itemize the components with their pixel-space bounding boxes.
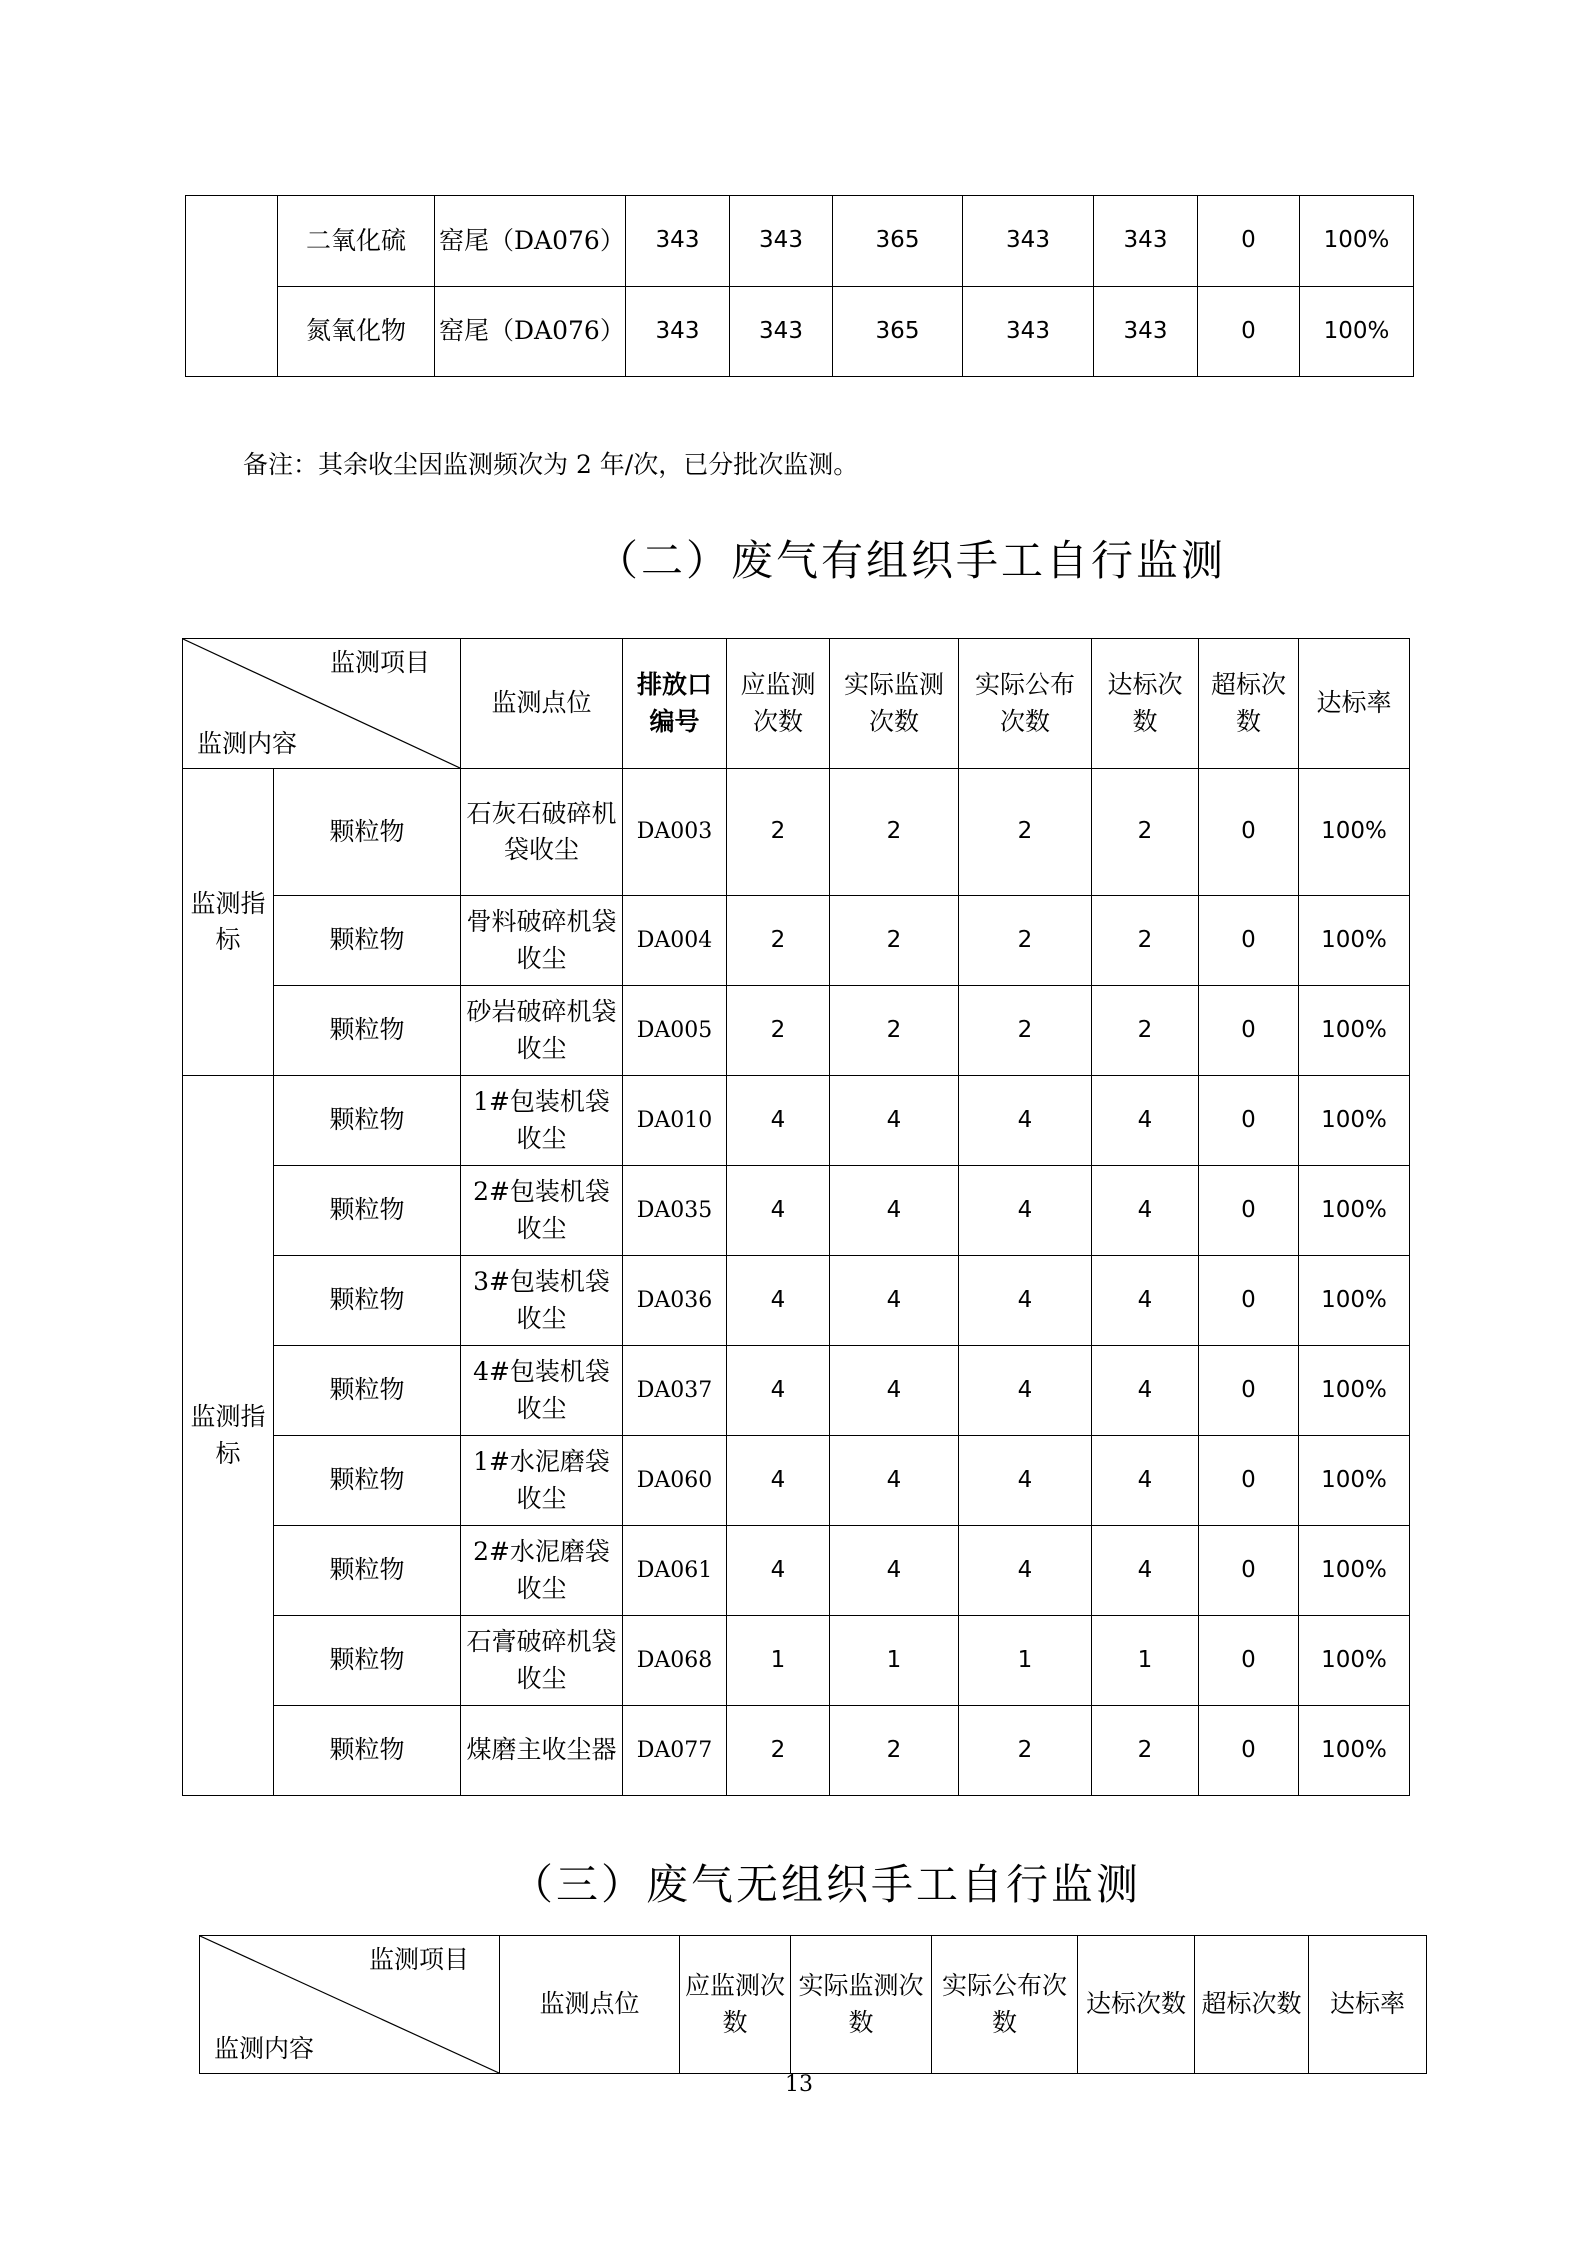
value-cell: 2 <box>727 1706 830 1796</box>
code-cell: DA061 <box>623 1526 727 1616</box>
diag-top-label: 监测项目 <box>329 648 430 677</box>
table-row <box>183 1166 1410 1256</box>
value-cell: 2 <box>959 769 1092 896</box>
rate-cell: 100% <box>1300 196 1414 287</box>
value-cell: 4 <box>727 1526 830 1616</box>
value-cell: 1 <box>1092 1616 1199 1706</box>
header-rate: 达标率 <box>1299 639 1410 769</box>
value-cell: 4 <box>727 1256 830 1346</box>
value-cell: 2 <box>830 896 959 986</box>
value-cell: 0 <box>1199 1166 1299 1256</box>
group-label: 监测指标 <box>183 769 274 1076</box>
value-cell: 4 <box>959 1166 1092 1256</box>
table-row <box>183 1526 1410 1616</box>
point-cell: 石膏破碎机袋收尘 <box>461 1616 623 1706</box>
value-cell: 4 <box>1092 1256 1199 1346</box>
diag-bottom-label: 监测内容 <box>197 728 298 758</box>
value-cell: 2 <box>830 986 959 1076</box>
value-cell: 2 <box>1092 896 1199 986</box>
table-row <box>183 1346 1410 1436</box>
code-cell: DA036 <box>623 1256 727 1346</box>
value-cell: 343 <box>626 287 730 377</box>
value-cell: 0 <box>1199 1706 1299 1796</box>
unorganized-emission-table <box>199 1935 1427 2074</box>
rate-cell: 100% <box>1299 1256 1410 1346</box>
value-cell: 1 <box>830 1616 959 1706</box>
value-cell: 2 <box>959 1706 1092 1796</box>
value-cell: 343 <box>963 196 1094 287</box>
point-cell: 1#水泥磨袋收尘 <box>461 1436 623 1526</box>
point-cell: 窑尾（DA076） <box>435 196 626 287</box>
rate-cell: 100% <box>1299 986 1410 1076</box>
point-cell: 2#包装机袋收尘 <box>461 1166 623 1256</box>
header-pass: 达标次数 <box>1092 639 1199 769</box>
item-cell: 颗粒物 <box>274 1526 461 1616</box>
value-cell: 2 <box>1092 769 1199 896</box>
value-cell: 0 <box>1198 287 1300 377</box>
value-cell: 0 <box>1199 1436 1299 1526</box>
rate-cell: 100% <box>1299 1346 1410 1436</box>
item-cell: 颗粒物 <box>274 1706 461 1796</box>
value-cell: 4 <box>830 1526 959 1616</box>
value-cell: 2 <box>1092 986 1199 1076</box>
table-row <box>183 1706 1410 1796</box>
value-cell: 343 <box>730 196 833 287</box>
header-point: 监测点位 <box>500 1936 680 2074</box>
header-publish: 实际公布次数 <box>959 639 1092 769</box>
section-title: （三）废气无组织手工自行监测 <box>511 1860 1142 1909</box>
table-row <box>183 1616 1410 1706</box>
value-cell: 1 <box>959 1616 1092 1706</box>
diag-bottom-label: 监测内容 <box>214 2033 315 2063</box>
header-point: 监测点位 <box>461 639 623 769</box>
table-row <box>183 1256 1410 1346</box>
code-cell: DA010 <box>623 1076 727 1166</box>
value-cell: 0 <box>1199 769 1299 896</box>
value-cell: 343 <box>963 287 1094 377</box>
value-cell: 343 <box>1094 196 1198 287</box>
header-outlet: 排放口编号 <box>623 639 727 769</box>
table-row <box>186 287 1414 377</box>
value-cell: 1 <box>727 1616 830 1706</box>
header-exceed: 超标次数 <box>1199 639 1299 769</box>
value-cell: 0 <box>1199 1526 1299 1616</box>
rate-cell: 100% <box>1299 1076 1410 1166</box>
header-exceed: 超标次数 <box>1195 1936 1309 2074</box>
value-cell: 4 <box>1092 1436 1199 1526</box>
value-cell: 2 <box>830 769 959 896</box>
code-cell: DA060 <box>623 1436 727 1526</box>
code-cell: DA035 <box>623 1166 727 1256</box>
value-cell: 4 <box>1092 1526 1199 1616</box>
value-cell: 0 <box>1199 1616 1299 1706</box>
point-cell: 2#水泥磨袋收尘 <box>461 1526 623 1616</box>
value-cell: 4 <box>830 1076 959 1166</box>
value-cell: 4 <box>830 1166 959 1256</box>
rate-cell: 100% <box>1300 287 1414 377</box>
diagonal-header-cell <box>183 639 461 769</box>
point-cell: 4#包装机袋收尘 <box>461 1346 623 1436</box>
rate-cell: 100% <box>1299 1436 1410 1526</box>
table-row <box>186 196 1414 287</box>
value-cell: 2 <box>727 896 830 986</box>
point-cell: 石灰石破碎机袋收尘 <box>461 769 623 896</box>
diagonal-header-cell <box>200 1936 500 2074</box>
value-cell: 2 <box>830 1706 959 1796</box>
value-cell: 4 <box>959 1076 1092 1166</box>
item-cell: 颗粒物 <box>274 896 461 986</box>
value-cell: 4 <box>959 1526 1092 1616</box>
value-cell: 2 <box>959 986 1092 1076</box>
header-should: 应监测次数 <box>727 639 830 769</box>
point-cell: 窑尾（DA076） <box>435 287 626 377</box>
item-cell: 二氧化硫 <box>278 196 435 287</box>
item-cell: 颗粒物 <box>274 1166 461 1256</box>
value-cell: 4 <box>830 1256 959 1346</box>
value-cell: 0 <box>1198 196 1300 287</box>
value-cell: 4 <box>727 1076 830 1166</box>
header-actual: 实际监测次数 <box>791 1936 932 2074</box>
value-cell: 2 <box>1092 1706 1199 1796</box>
point-cell: 骨料破碎机袋收尘 <box>461 896 623 986</box>
table-note: 备注：其余收尘因监测频次为 2 年/次，已分批次监测。 <box>243 450 859 479</box>
value-cell: 4 <box>727 1346 830 1436</box>
point-cell: 1#包装机袋收尘 <box>461 1076 623 1166</box>
section-title: （二）废气有组织手工自行监测 <box>596 536 1227 585</box>
item-cell: 颗粒物 <box>274 1346 461 1436</box>
code-cell: DA003 <box>623 769 727 896</box>
point-cell: 3#包装机袋收尘 <box>461 1256 623 1346</box>
item-cell: 颗粒物 <box>274 1256 461 1346</box>
value-cell: 2 <box>727 769 830 896</box>
header-row <box>200 1936 1427 2074</box>
table-row <box>183 1436 1410 1526</box>
code-cell: DA004 <box>623 896 727 986</box>
header-should: 应监测次数 <box>680 1936 791 2074</box>
value-cell: 0 <box>1199 1256 1299 1346</box>
value-cell: 4 <box>959 1256 1092 1346</box>
rate-cell: 100% <box>1299 1166 1410 1256</box>
value-cell: 0 <box>1199 896 1299 986</box>
item-cell: 颗粒物 <box>274 769 461 896</box>
value-cell: 4 <box>830 1346 959 1436</box>
item-cell: 颗粒物 <box>274 1436 461 1526</box>
value-cell: 4 <box>727 1166 830 1256</box>
merged-blank-cell <box>186 196 278 377</box>
value-cell: 343 <box>626 196 730 287</box>
value-cell: 4 <box>1092 1076 1199 1166</box>
value-cell: 2 <box>959 896 1092 986</box>
value-cell: 365 <box>833 287 963 377</box>
header-pass: 达标次数 <box>1078 1936 1195 2074</box>
value-cell: 343 <box>1094 287 1198 377</box>
point-cell: 煤磨主收尘器 <box>461 1706 623 1796</box>
rate-cell: 100% <box>1299 1526 1410 1616</box>
value-cell: 4 <box>959 1436 1092 1526</box>
table-row <box>183 896 1410 986</box>
code-cell: DA005 <box>623 986 727 1076</box>
table-row <box>183 769 1410 896</box>
value-cell: 2 <box>727 986 830 1076</box>
table-row <box>183 986 1410 1076</box>
item-cell: 颗粒物 <box>274 1076 461 1166</box>
header-publish: 实际公布次数 <box>932 1936 1078 2074</box>
item-cell: 颗粒物 <box>274 986 461 1076</box>
diag-top-label: 监测项目 <box>368 1945 469 1974</box>
value-cell: 4 <box>727 1436 830 1526</box>
rate-cell: 100% <box>1299 896 1410 986</box>
code-cell: DA077 <box>623 1706 727 1796</box>
point-cell: 砂岩破碎机袋收尘 <box>461 986 623 1076</box>
item-cell: 颗粒物 <box>274 1616 461 1706</box>
value-cell: 4 <box>1092 1166 1199 1256</box>
rate-cell: 100% <box>1299 769 1410 896</box>
rate-cell: 100% <box>1299 1706 1410 1796</box>
page-number: 13 <box>785 2072 813 2097</box>
rate-cell: 100% <box>1299 1616 1410 1706</box>
item-cell: 氮氧化物 <box>278 287 435 377</box>
value-cell: 4 <box>1092 1346 1199 1436</box>
organized-emission-table <box>182 638 1410 1796</box>
table-row <box>183 1076 1410 1166</box>
continuation-table <box>185 195 1414 377</box>
value-cell: 0 <box>1199 1346 1299 1436</box>
value-cell: 0 <box>1199 986 1299 1076</box>
value-cell: 365 <box>833 196 963 287</box>
value-cell: 4 <box>830 1436 959 1526</box>
code-cell: DA037 <box>623 1346 727 1436</box>
value-cell: 343 <box>730 287 833 377</box>
header-rate: 达标率 <box>1309 1936 1427 2074</box>
header-row <box>183 639 1410 769</box>
value-cell: 0 <box>1199 1076 1299 1166</box>
group-label: 监测指标 <box>183 1076 274 1796</box>
value-cell: 4 <box>959 1346 1092 1436</box>
code-cell: DA068 <box>623 1616 727 1706</box>
header-actual: 实际监测次数 <box>830 639 959 769</box>
